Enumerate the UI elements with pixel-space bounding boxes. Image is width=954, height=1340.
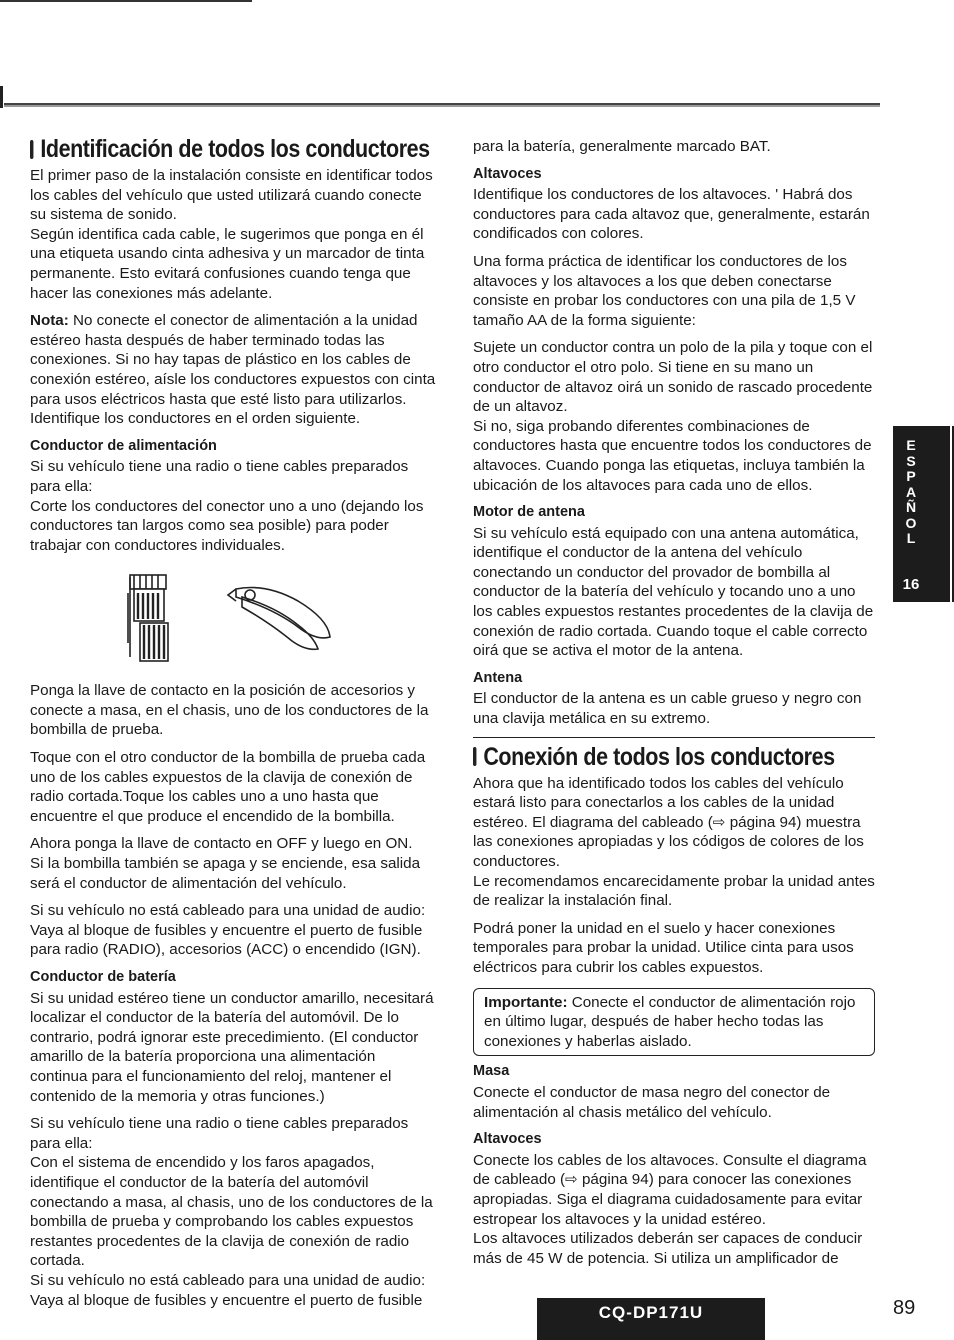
connector-and-pliers-icon [30,563,436,675]
left-margin-mark [0,86,3,108]
paragraph: Si su vehículo tiene una radio o tiene cables preparados para ella: Con el sistema de encendido y los faros apagados, identifique el conductor de la batería del automóvil conectando a masa, al chasis, uno de los conductores de la bombilla de prueba y comprobando los cables expuestos restantes procedentes de la clavija de conexión de radio cortada. Si su vehículo no está cableado para una unidad de audio: Vaya al bloque de fusibles y encuentre el puerto de fusible [30,1115,433,1309]
nota-label: Nota: [30,312,69,330]
paragraph: El primer paso de la instalación consiste en identificar todos los cables del vehículo que usted utilizará cuando conecte su sistema de sonido. Según identifica cada cable, le sugerimos que ponga en él una etiqueta usando cinta adhesiva y un marcador de tinta permanente. Esto evitará confusiones cuando tenga que hacer las conexiones más adelante. [30,167,433,302]
paragraph: Sujete un conductor contra un polo de la pila y toque con el otro conductor el otro polo. Si tiene en su mano un conductor de altavoz oirá un sonido de rascado procedente de un altavoz. Si no, siga probando diferentes combinaciones de conductores hasta que encuentre todos los conductores de altavoces. Cuando ponga las etiquetas, incluya también la ubicación de los altavoces para cada uno de ellos. [473,339,873,494]
paragraph: Conecte los cables de los altavoces. Consulte el diagrama de cableado (⇨ página 94) para conocer las conexiones apropiadas. Siga el diagrama cuidadosamente para evitar estropear los altavoces y la unidad estéreo. Los altavoces utilizados deberán ser capaces de conducir más de 45 W de potencia. Si utiliza un amplificador de [473,1151,867,1267]
section-divider [473,737,875,738]
subheading-bateria: Conductor de batería [30,969,176,985]
paragraph: Ponga la llave de contacto en la posición de accesorios y conecte a masa, en el chasis, uno de los conductores de la bombilla de prueba. [30,682,429,739]
importante-label: Importante: [484,993,568,1011]
paragraph: Ahora ponga la llave de contacto en OFF y luego en ON. Si la bombilla también se apaga y se enciende, esa salida será el conductor de alimentación del vehículo. [30,835,421,892]
model-badge: CQ-DP171U [537,1298,765,1340]
connector-pliers-illustration [30,563,436,675]
paragraph: para la batería, generalmente marcado BAT. [473,138,771,155]
section-heading-identificacion: Identificación de todos los conductores [30,134,379,164]
page-number: 89 [893,1297,916,1319]
right-column [473,137,875,1276]
paragraph: Si su unidad estéreo tiene un conductor amarillo, necesitará localizar el conductor de la batería del automóvil. De lo contrario, podrá ignorar este precedimiento. (El conductor amarillo de la batería proporciona una alimentación continua para el funcionamiento del reloj, mantener el contenido de la memoria y otras funciones.) [30,989,434,1105]
subheading-alimentacion: Conductor de alimentación [30,437,217,454]
section-heading-conexion: Conexión de todos los conductores [473,742,819,772]
language-letters: E S P A Ñ O L [905,437,917,546]
left-column [30,134,436,1318]
checkbox-square-icon [30,140,33,159]
nota-paragraph [30,311,436,429]
header-rule [4,103,880,107]
subheading-antena: Antena [473,669,523,686]
nota-text: No conecte el conector de alimentación a la unidad estéreo hasta después de haber terminado todas las conexiones. Si no hay tapas de plástico en los cables de conexión estéreo, aísle los conductores expuestos con cinta para usos eléctricos hasta que esté listo para utilizarlos. Identifique los conductores en el orden siguiente. [30,312,436,428]
importante-box [473,988,875,1057]
paragraph: Si su vehículo está equipado con una antena automática, identifique el conductor de la antena del vehículo conectando un conductor del provador de bombilla al conductor de la batería del vehículo y tocando uno a uno los cables expuestos restantes procedentes de la clavija de conexión de radio cortada. Cuando toque el cable correcto oirá que se activa el motor de la antena. [473,524,874,660]
paragraph: Identifique los conductores de los altavoces. ' Habrá dos conductores para cada altavoz que, generalmente, estarán condificados con colores. [473,186,870,243]
language-side-tab [893,426,950,602]
importante-text: Conecte el conductor de alimentación rojo en último lugar, después de haber hecho todas las conexiones y haberlas aislado. [484,993,856,1050]
paragraph: Ahora que ha identificado todos los cables del vehículo estará listo para conectarlos a los cables de la unidad estéreo. El diagrama del cableado (⇨ página 94) muestra las conexiones apropiadas y los códigos de colores de los conductores. Le recomendamos encarecidamente probar la unidad antes de realizar la instalación final. [473,774,875,910]
subheading-altavoces-2: Altavoces [473,1131,542,1148]
paragraph: Conecte el conductor de masa negro del conector de alimentación al chasis metálico del vehículo. [473,1083,831,1121]
checkbox-square-icon [473,747,476,766]
paragraph: Si su vehículo no está cableado para una unidad de audio: Vaya al bloque de fusibles y encuentre el puerto de fusible para radio (RADIO), accesorios (ACC) o encendido (IGN). [30,902,426,959]
paragraph: Si su vehículo tiene una radio o tiene cables preparados para ella: Corte los conductores del conector uno a uno (dejando los conductores tan largos como sea posible) para poder trabajar con conductores individuales. [30,458,424,554]
top-edge-line [0,0,252,2]
paragraph: Una forma práctica de identificar los conductores de los altavoces y los altavoces a los que deben conectarse consiste en probar los conductores con una pila de 1,5 V tamaño AA de la forma siguiente: [473,252,856,329]
section-page-number: 16 [902,576,920,593]
subheading-masa: Masa [473,1063,510,1080]
paragraph: El conductor de la antena es un cable grueso y negro con una clavija metálica en su extremo. [473,690,862,728]
subheading-motor-antena: Motor de antena [473,504,585,521]
subheading-altavoces: Altavoces [473,165,542,182]
paragraph: Podrá poner la unidad en el suelo y hacer conexiones temporales para probar la unidad. Utilice cinta para usos eléctricos para cubrir los cables expuestos. [473,919,854,976]
paragraph: Toque con el otro conductor de la bombilla de prueba cada uno de los cables expuestos de la clavija de conexión de radio cortada.Toque los cables uno a uno hasta que encuentre el que produce el encendido de la bombilla. [30,749,426,825]
